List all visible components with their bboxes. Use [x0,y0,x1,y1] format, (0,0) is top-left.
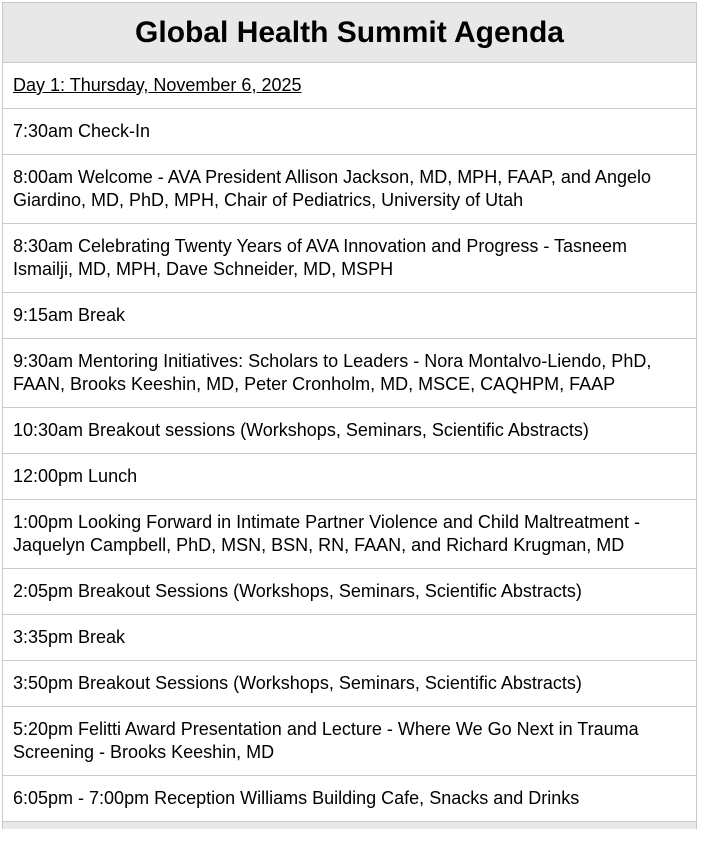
agenda-header [3,3,696,63]
agenda-row-text: 1:00pm Looking Forward in Intimate Partner Violence and Child Maltreatment - Jaquelyn Campbell, PhD, MSN, BSN, RN, FAAN, and Richard Krugman, MD [13,512,640,555]
agenda-session-row [3,155,696,224]
agenda-row-text: 9:15am Break [13,305,126,325]
agenda-session-row [3,454,696,500]
agenda-session-row [3,569,696,615]
agenda-row-text: 3:35pm Break [13,627,126,647]
agenda-session-row [3,293,696,339]
agenda-row-text: 5:20pm Felitti Award Presentation and Lecture - Where We Go Next in Trauma Screening - Brooks Keeshin, MD [13,719,639,762]
agenda-session-row [3,776,696,822]
agenda-session-row [3,661,696,707]
agenda-row-text: 9:30am Mentoring Initiatives: Scholars to Leaders - Nora Montalvo-Liendo, PhD, FAAN, Brooks Keeshin, MD, Peter Cronholm, MD, MSCE, CAQHPM, FAAP [13,351,652,394]
agenda-row-text: 8:00am Welcome - AVA President Allison Jackson, MD, MPH, FAAP, and Angelo Giardino, MD, PhD, MPH, Chair of Pediatrics, University of Utah [13,167,651,210]
agenda-row-text: 6:05pm - 7:00pm Reception Williams Building Cafe, Snacks and Drinks [13,788,580,808]
agenda-session-row [3,500,696,569]
agenda-session-row [3,224,696,293]
agenda-session-row [3,109,696,155]
page-title: Global Health Summit Agenda [135,16,564,49]
agenda-session-row [3,408,696,454]
agenda-row-text: 2:05pm Breakout Sessions (Workshops, Seminars, Scientific Abstracts) [13,581,582,601]
agenda-session-row [3,339,696,408]
agenda-row-text: 3:50pm Breakout Sessions (Workshops, Seminars, Scientific Abstracts) [13,673,582,693]
agenda-day-header-row [3,63,696,109]
agenda-session-row [3,615,696,661]
agenda-row-text: 8:30am Celebrating Twenty Years of AVA Innovation and Progress - Tasneem Ismailji, MD, MPH, Dave Schneider, MD, MSPH [13,236,628,279]
agenda-row-text: 10:30am Breakout sessions (Workshops, Seminars, Scientific Abstracts) [13,420,589,440]
agenda-session-row [3,707,696,776]
agenda-row-text: Day 1: Thursday, November 6, 2025 [13,75,302,95]
next-section-header-partial [3,822,696,829]
agenda-rows [3,63,696,822]
agenda-table [2,2,697,829]
agenda-row-text: 7:30am Check-In [13,121,151,141]
agenda-row-text: 12:00pm Lunch [13,466,138,486]
